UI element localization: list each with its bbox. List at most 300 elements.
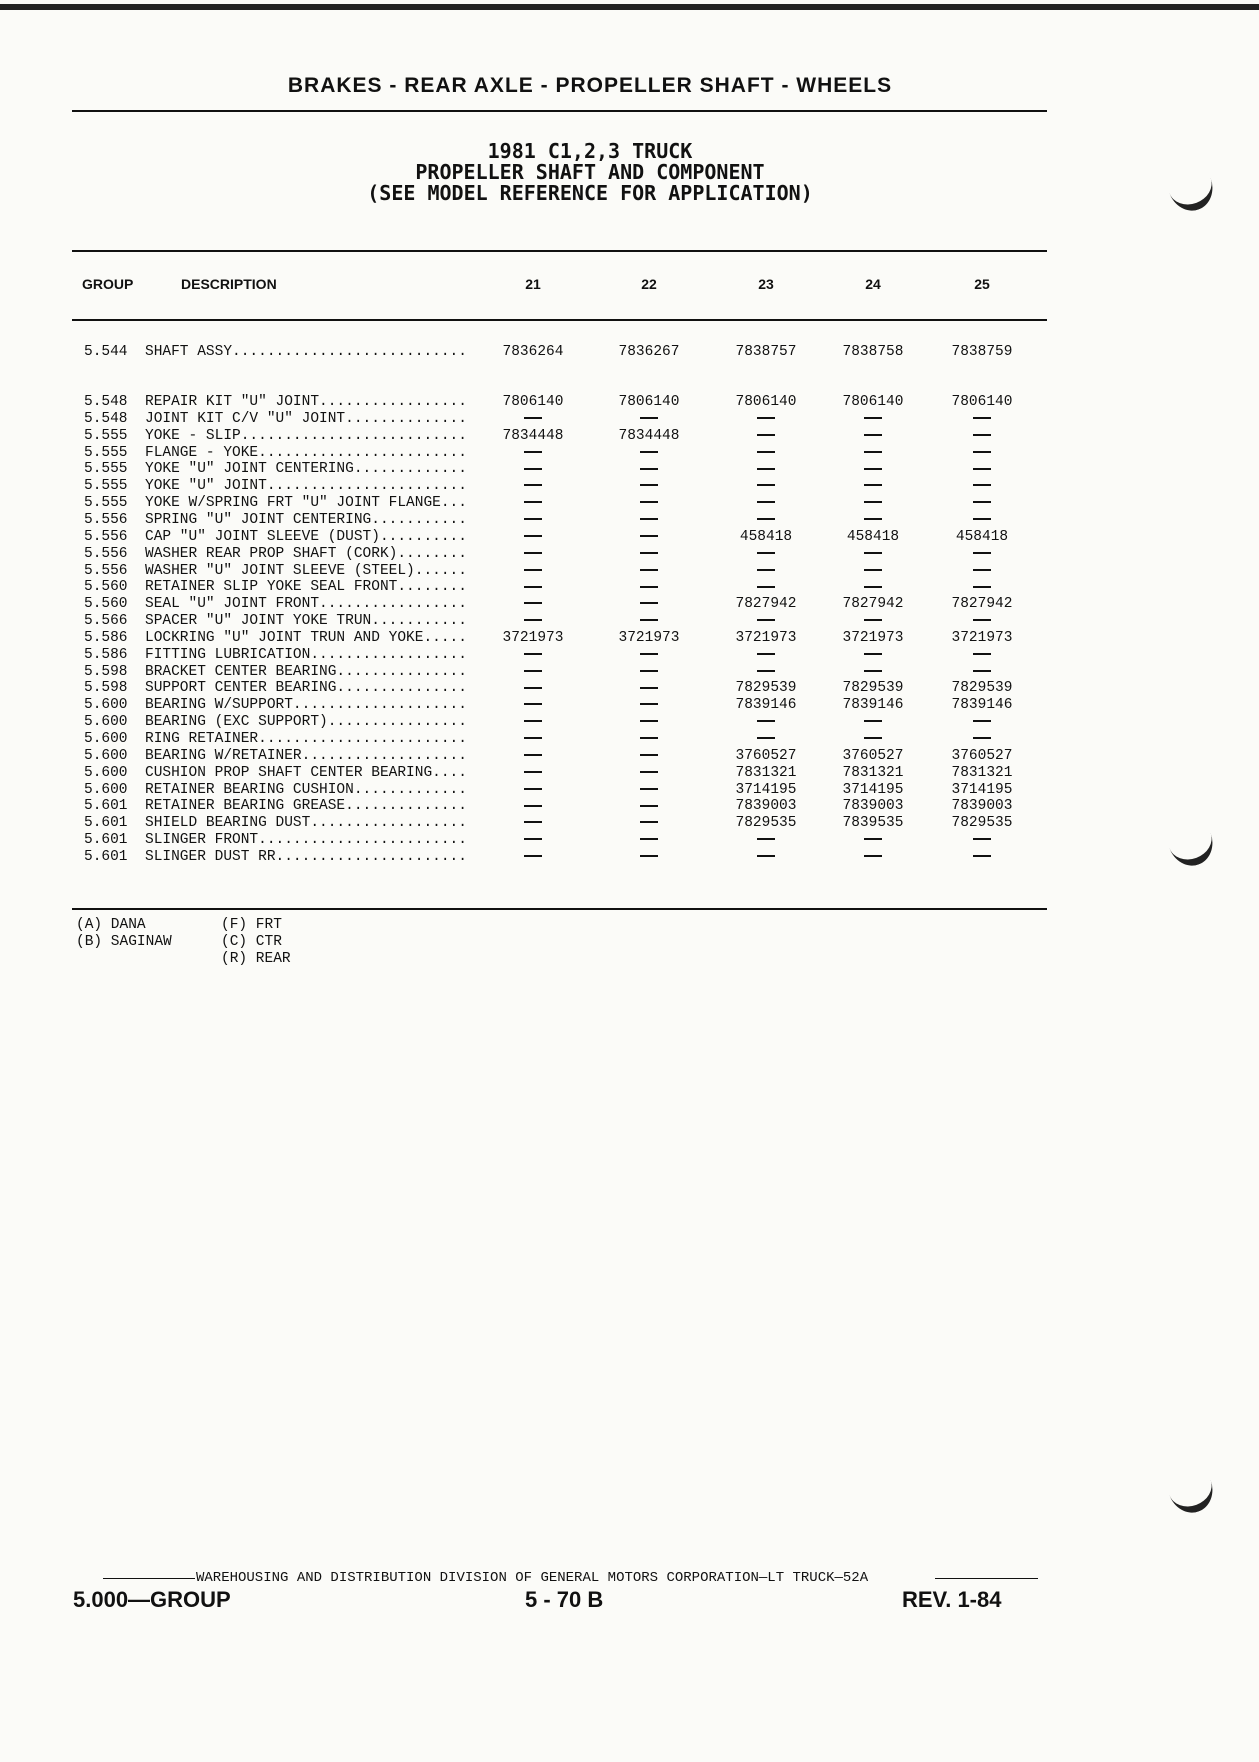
row-group: 5.556	[84, 562, 128, 579]
row-value-col-25: 3714195	[951, 781, 1013, 798]
dash-mark	[524, 451, 542, 453]
dash-mark	[757, 417, 775, 419]
dash-mark	[640, 670, 658, 672]
dash-mark	[973, 468, 991, 470]
row-group: 5.601	[84, 832, 128, 849]
dash-mark	[864, 417, 882, 419]
row-value-col-21	[483, 596, 583, 612]
row-description: BRACKET CENTER BEARING...............	[145, 663, 467, 680]
row-group: 5.601	[84, 815, 128, 832]
dash-mark	[864, 838, 882, 840]
dash-mark	[864, 518, 882, 520]
dash-mark	[973, 586, 991, 588]
row-value-col-22: 7806140	[618, 394, 680, 410]
row-value-col-24	[823, 445, 923, 461]
col-header-25: 25	[974, 276, 990, 292]
dash-mark	[524, 417, 542, 419]
footer-division-text: WAREHOUSING AND DISTRIBUTION DIVISION OF GENERAL MOTORS CORPORATION—LT TRUCK—52A	[196, 1570, 869, 1586]
row-description: SLINGER DUST RR......................	[145, 848, 467, 865]
dash-mark	[524, 720, 542, 722]
row-value-col-22	[599, 714, 699, 730]
row-value-col-24: 3721973	[842, 629, 904, 646]
row-description: BEARING W/RETAINER...................	[145, 747, 467, 764]
row-value-col-21	[483, 765, 583, 781]
row-value-col-22	[599, 411, 699, 427]
dash-mark	[757, 838, 775, 840]
dash-mark	[524, 687, 542, 689]
row-value-col-23: 7839003	[735, 798, 797, 815]
col-header-24: 24	[865, 276, 881, 292]
dash-mark	[640, 451, 658, 453]
row-value-col-22	[599, 529, 699, 545]
row-value-col-24	[823, 512, 923, 528]
row-value-col-23	[716, 512, 816, 528]
row-value-col-22: 7836267	[618, 344, 680, 360]
dash-mark	[640, 586, 658, 588]
dash-mark	[973, 501, 991, 503]
row-value-col-21	[483, 478, 583, 494]
dash-mark	[864, 468, 882, 470]
dash-mark	[640, 501, 658, 503]
row-value-col-25	[932, 714, 1032, 730]
dash-mark	[640, 468, 658, 470]
footer-group: 5.000—GROUP	[73, 1587, 231, 1612]
row-value-col-25	[932, 512, 1032, 528]
row-value-col-25: 458418	[955, 528, 1009, 545]
subtitle-line-3: (SEE MODEL REFERENCE FOR APPLICATION)	[367, 181, 813, 205]
dash-mark	[524, 855, 542, 857]
dash-mark	[640, 552, 658, 554]
row-value-col-22	[599, 680, 699, 696]
dash-mark	[864, 670, 882, 672]
row-value-col-23	[716, 495, 816, 511]
row-group: 5.555	[84, 444, 128, 461]
legend-item: (B) SAGINAW	[76, 934, 172, 950]
dash-mark	[640, 518, 658, 520]
row-group: 5.601	[84, 798, 128, 815]
row-value-col-24: 458418	[846, 528, 900, 545]
dash-mark	[524, 670, 542, 672]
row-group: 5.600	[84, 764, 128, 781]
row-value-col-25	[932, 411, 1032, 427]
dash-mark	[524, 602, 542, 604]
dash-mark	[757, 518, 775, 520]
dash-mark	[640, 805, 658, 807]
row-value-col-24	[823, 714, 923, 730]
row-value-col-24: 7838758	[842, 344, 904, 360]
row-value-col-24	[823, 461, 923, 477]
dash-mark	[757, 484, 775, 486]
row-description: YOKE - SLIP..........................	[145, 427, 467, 444]
row-value-col-21: 7836264	[502, 344, 564, 360]
dash-mark	[757, 586, 775, 588]
row-value-col-22	[599, 579, 699, 595]
row-value-col-23: 3721973	[735, 629, 797, 646]
row-value-col-25	[932, 445, 1032, 461]
dash-mark	[757, 451, 775, 453]
row-value-col-22	[599, 664, 699, 680]
dash-mark	[757, 569, 775, 571]
row-value-col-24: 7806140	[842, 394, 904, 410]
dash-mark	[640, 417, 658, 419]
row-description: SHIELD BEARING DUST..................	[145, 815, 467, 832]
row-value-col-25: 7838759	[951, 344, 1013, 360]
row-description: YOKE "U" JOINT CENTERING.............	[145, 461, 467, 478]
dash-mark	[640, 855, 658, 857]
row-description: SPACER "U" JOINT YOKE TRUN...........	[145, 613, 467, 630]
row-value-col-23: 7838757	[735, 344, 797, 360]
row-value-col-25: 7806140	[951, 394, 1013, 410]
row-description: FLANGE - YOKE........................	[145, 444, 467, 461]
table-top-rule	[72, 250, 1047, 252]
dash-mark	[524, 788, 542, 790]
col-header-23: 23	[758, 276, 774, 292]
row-group: 5.600	[84, 697, 128, 714]
row-value-col-23	[716, 445, 816, 461]
row-value-col-24	[823, 428, 923, 444]
row-value-col-25	[932, 546, 1032, 562]
row-value-col-24	[823, 832, 923, 848]
row-value-col-24: 3760527	[842, 747, 904, 764]
dash-mark	[864, 855, 882, 857]
row-group: 5.586	[84, 629, 128, 646]
row-value-col-21	[483, 680, 583, 696]
dash-mark	[524, 821, 542, 823]
row-value-col-25	[932, 478, 1032, 494]
footer-page-number: 5 - 70 B	[525, 1587, 604, 1612]
legend-left	[76, 917, 172, 951]
row-value-col-22	[599, 798, 699, 814]
row-value-col-25: 7831321	[951, 764, 1013, 781]
row-value-col-25	[932, 731, 1032, 747]
row-description: YOKE W/SPRING FRT "U" JOINT FLANGE...	[145, 495, 467, 512]
row-value-col-22	[599, 546, 699, 562]
row-value-col-25	[932, 563, 1032, 579]
row-value-col-24: 7839535	[842, 815, 904, 832]
row-value-col-25: 7839146	[951, 697, 1013, 714]
dash-mark	[524, 468, 542, 470]
row-value-col-21	[483, 832, 583, 848]
row-value-col-25	[932, 495, 1032, 511]
row-value-col-25	[932, 428, 1032, 444]
row-value-col-23: 7829535	[735, 815, 797, 832]
table-header-rule	[72, 319, 1047, 321]
row-description: RETAINER BEARING CUSHION.............	[145, 781, 467, 798]
row-value-col-25: 7829539	[951, 680, 1013, 697]
row-description: REPAIR KIT "U" JOINT.................	[145, 394, 467, 410]
row-group: 5.600	[84, 747, 128, 764]
row-value-col-22	[599, 647, 699, 663]
dash-mark	[757, 552, 775, 554]
row-group: 5.560	[84, 579, 128, 596]
row-description: LOCKRING "U" JOINT TRUN AND YOKE.....	[145, 629, 467, 646]
row-value-col-23: 7827942	[735, 596, 797, 613]
row-value-col-25	[932, 461, 1032, 477]
row-group: 5.556	[84, 545, 128, 562]
row-group: 5.586	[84, 646, 128, 663]
header-rule	[72, 110, 1047, 112]
row-value-col-22	[599, 731, 699, 747]
row-value-col-21	[483, 461, 583, 477]
row-value-col-21	[483, 512, 583, 528]
dash-mark	[864, 720, 882, 722]
row-group: 5.544	[84, 344, 128, 360]
row-value-col-22	[599, 461, 699, 477]
dash-mark	[524, 805, 542, 807]
row-value-col-23	[716, 832, 816, 848]
dash-mark	[640, 484, 658, 486]
dash-mark	[524, 754, 542, 756]
dash-mark	[864, 484, 882, 486]
dash-mark	[757, 855, 775, 857]
dash-mark	[640, 788, 658, 790]
table-bottom-rule	[72, 908, 1047, 910]
row-value-col-24	[823, 495, 923, 511]
row-group: 5.548	[84, 410, 128, 427]
dash-mark	[640, 754, 658, 756]
row-value-col-21	[483, 815, 583, 831]
row-group: 5.555	[84, 427, 128, 444]
dash-mark	[757, 720, 775, 722]
row-value-col-21	[483, 782, 583, 798]
row-value-col-24	[823, 613, 923, 629]
row-value-col-24: 3714195	[842, 781, 904, 798]
row-value-col-22	[599, 765, 699, 781]
col-header-22: 22	[641, 276, 657, 292]
dash-mark	[640, 703, 658, 705]
dash-mark	[973, 434, 991, 436]
row-value-col-23	[716, 428, 816, 444]
dash-mark	[864, 737, 882, 739]
row-value-col-23	[716, 731, 816, 747]
row-value-col-21	[483, 798, 583, 814]
dash-mark	[757, 670, 775, 672]
row-value-col-25	[932, 664, 1032, 680]
dash-mark	[640, 569, 658, 571]
row-value-col-24	[823, 579, 923, 595]
row-value-col-21	[483, 731, 583, 747]
row-description: CUSHION PROP SHAFT CENTER BEARING....	[145, 764, 467, 781]
row-value-col-22	[599, 748, 699, 764]
row-value-col-24	[823, 664, 923, 680]
dash-mark	[524, 518, 542, 520]
punch-hole-mark	[1161, 1456, 1220, 1519]
row-group: 5.555	[84, 461, 128, 478]
row-value-col-25	[932, 579, 1032, 595]
row-value-col-21	[483, 613, 583, 629]
dash-mark	[524, 619, 542, 621]
row-value-col-24	[823, 478, 923, 494]
dash-mark	[524, 535, 542, 537]
row-group: 5.600	[84, 714, 128, 731]
row-group: 5.556	[84, 511, 128, 528]
row-group: 5.600	[84, 731, 128, 747]
dash-mark	[973, 670, 991, 672]
row-value-col-25: 3760527	[951, 747, 1013, 764]
dash-mark	[524, 771, 542, 773]
row-description: SUPPORT CENTER BEARING...............	[145, 680, 467, 697]
row-value-col-24	[823, 546, 923, 562]
row-value-col-24	[823, 731, 923, 747]
row-value-col-25	[932, 613, 1032, 629]
dash-mark	[973, 653, 991, 655]
row-group: 5.598	[84, 663, 128, 680]
row-value-col-23	[716, 647, 816, 663]
row-value-col-24: 7839146	[842, 697, 904, 714]
row-value-col-24	[823, 411, 923, 427]
subtitle-line-2: PROPELLER SHAFT AND COMPONENT	[415, 160, 765, 184]
dash-mark	[973, 552, 991, 554]
row-value-col-21	[483, 411, 583, 427]
row-value-col-22	[599, 563, 699, 579]
row-value-col-25: 3721973	[951, 629, 1013, 646]
dash-mark	[524, 703, 542, 705]
row-value-col-21: 7806140	[502, 394, 564, 410]
dash-mark	[640, 720, 658, 722]
row-value-col-21	[483, 748, 583, 764]
row-value-col-22	[599, 849, 699, 865]
row-value-col-22	[599, 512, 699, 528]
row-description: SEAL "U" JOINT FRONT.................	[145, 596, 467, 613]
dash-mark	[973, 518, 991, 520]
footer-revision: REV. 1-84	[902, 1587, 1002, 1612]
row-value-col-23: 7831321	[735, 764, 797, 781]
dash-mark	[973, 417, 991, 419]
row-value-col-21	[483, 546, 583, 562]
dash-mark	[640, 687, 658, 689]
dash-mark	[640, 838, 658, 840]
dash-mark	[864, 653, 882, 655]
row-value-col-23	[716, 478, 816, 494]
dash-mark	[524, 653, 542, 655]
row-value-col-23	[716, 461, 816, 477]
row-value-col-23	[716, 613, 816, 629]
section-title: BRAKES - REAR AXLE - PROPELLER SHAFT - WHEELS	[287, 74, 893, 97]
row-value-col-22	[599, 596, 699, 612]
row-value-col-23: 7806140	[735, 394, 797, 410]
row-value-col-23	[716, 546, 816, 562]
dash-mark	[973, 569, 991, 571]
row-value-col-22: 7834448	[618, 427, 680, 444]
row-value-col-25	[932, 832, 1032, 848]
dash-mark	[973, 737, 991, 739]
dash-mark	[524, 501, 542, 503]
dash-mark	[640, 653, 658, 655]
row-value-col-22	[599, 445, 699, 461]
col-header-21: 21	[525, 276, 541, 292]
row-description: JOINT KIT C/V "U" JOINT..............	[145, 410, 467, 427]
dash-mark	[757, 653, 775, 655]
row-value-col-23: 7829539	[735, 680, 797, 697]
row-value-col-22	[599, 495, 699, 511]
top-border	[0, 4, 1259, 10]
row-value-col-22	[599, 815, 699, 831]
row-value-col-25	[932, 647, 1032, 663]
dash-mark	[524, 552, 542, 554]
row-value-col-23: 3714195	[735, 781, 797, 798]
dash-mark	[973, 451, 991, 453]
row-description: BEARING (EXC SUPPORT)................	[145, 714, 467, 731]
dash-mark	[640, 737, 658, 739]
row-value-col-23	[716, 579, 816, 595]
row-value-col-21: 7834448	[502, 427, 564, 444]
row-group: 5.601	[84, 848, 128, 865]
dash-mark	[757, 619, 775, 621]
legend-item: (A) DANA	[76, 917, 146, 933]
dash-mark	[973, 720, 991, 722]
row-value-col-23	[716, 563, 816, 579]
dash-mark	[524, 484, 542, 486]
legend-item: (F) FRT	[221, 917, 282, 933]
row-value-col-23	[716, 664, 816, 680]
row-value-col-22	[599, 782, 699, 798]
row-value-col-21	[483, 529, 583, 545]
dash-mark	[864, 434, 882, 436]
row-value-col-21	[483, 849, 583, 865]
dash-mark	[640, 619, 658, 621]
row-description: RETAINER SLIP YOKE SEAL FRONT........	[145, 579, 467, 596]
row-value-col-21	[483, 495, 583, 511]
footer-rule-left	[103, 1578, 195, 1579]
row-description: FITTING LUBRICATION..................	[145, 646, 467, 663]
row-value-col-24: 7831321	[842, 764, 904, 781]
dash-mark	[973, 619, 991, 621]
row-group: 5.600	[84, 781, 128, 798]
row-value-col-25: 7829535	[951, 815, 1013, 832]
row-value-col-25	[932, 849, 1032, 865]
dash-mark	[864, 586, 882, 588]
row-value-col-22	[599, 613, 699, 629]
dash-mark	[640, 535, 658, 537]
row-description: CAP "U" JOINT SLEEVE (DUST)..........	[145, 528, 467, 545]
row-group: 5.556	[84, 528, 128, 545]
row-value-col-21: 3721973	[502, 629, 564, 646]
dash-mark	[524, 737, 542, 739]
dash-mark	[757, 468, 775, 470]
footer-rule-right	[935, 1578, 1038, 1579]
row-description: SPRING "U" JOINT CENTERING...........	[145, 511, 467, 528]
row-value-col-23: 3760527	[735, 747, 797, 764]
row-value-col-23: 7839146	[735, 697, 797, 714]
row-value-col-21	[483, 579, 583, 595]
subtitle-line-1: 1981 C1,2,3 TRUCK	[487, 139, 693, 163]
dash-mark	[524, 586, 542, 588]
row-description: SLINGER FRONT........................	[145, 832, 467, 849]
row-value-col-21	[483, 647, 583, 663]
dash-mark	[524, 569, 542, 571]
dash-mark	[973, 855, 991, 857]
row-value-col-25: 7839003	[951, 798, 1013, 815]
row-group: 5.560	[84, 596, 128, 613]
row-value-col-23	[716, 411, 816, 427]
dash-mark	[864, 501, 882, 503]
col-header-description: DESCRIPTION	[181, 276, 277, 292]
dash-mark	[864, 552, 882, 554]
row-value-col-22: 3721973	[618, 629, 680, 646]
row-value-col-23	[716, 849, 816, 865]
row-value-col-24: 7839003	[842, 798, 904, 815]
row-value-col-22	[599, 832, 699, 848]
row-value-col-22	[599, 697, 699, 713]
legend-item: (R) REAR	[221, 951, 291, 967]
row-value-col-24: 7827942	[842, 596, 904, 613]
dash-mark	[864, 451, 882, 453]
row-group: 5.598	[84, 680, 128, 697]
col-header-group: GROUP	[82, 276, 134, 292]
row-group: 5.566	[84, 613, 128, 630]
row-value-col-24: 7829539	[842, 680, 904, 697]
row-value-col-22	[599, 478, 699, 494]
